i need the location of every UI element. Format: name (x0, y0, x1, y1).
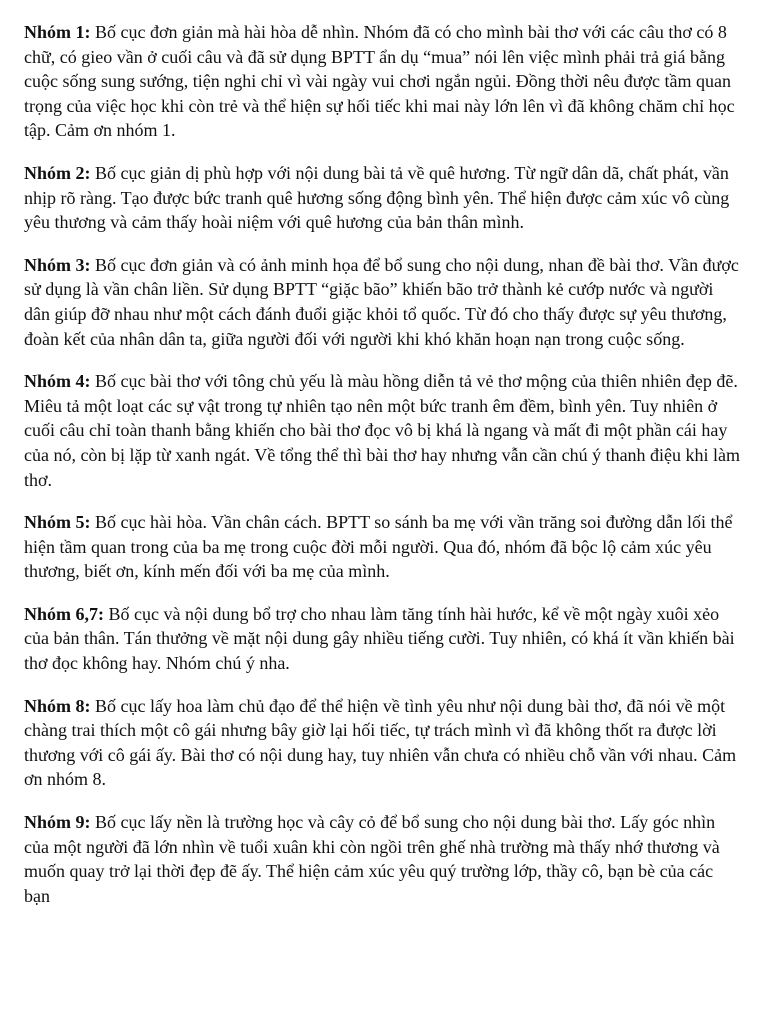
group-feedback-text: Bố cục lấy nền là trường học và cây cỏ để bổ sung cho nội dung bài thơ. Lấy góc nhìn của một người đã lớn nhìn về tuổi xuân khi còn ngồi trên ghế nhà trường mà thấy nhớ thương và muốn quay trở lại thời đẹp đẽ ấy. Thể hiện cảm xúc yêu quý trường lớp, thầy cô, bạn bè của các bạn (24, 812, 720, 906)
feedback-paragraph-group-3 (24, 253, 742, 351)
group-label: Nhóm 2: (24, 162, 91, 183)
group-label: Nhóm 3: (24, 254, 91, 275)
group-label: Nhóm 1: (24, 22, 91, 42)
group-label: Nhóm 6,7: (24, 603, 104, 624)
feedback-paragraph-group-2 (24, 161, 742, 235)
group-feedback-text: Bố cục và nội dung bổ trợ cho nhau làm tăng tính hài hước, kể về một ngày xuôi xẻo của bản thân. Tán thưởng về mặt nội dung gây nhiều tiếng cười. Tuy nhiên, có khá ít vần khiến bài thơ đọc không hay. Nhóm chú ý nha. (24, 603, 735, 674)
feedback-paragraph-group-9 (24, 810, 742, 908)
group-feedback-text: Bố cục đơn giản mà hài hòa dễ nhìn. Nhóm đã có cho mình bài thơ với các câu thơ có 8 chữ, có gieo vần ở cuối câu và đã sử dụng BPTT ẩn dụ “mua” nói lên việc mình phải trả giá bằng cuộc sống sung sướng, tiện nghi chỉ vì vài ngày vui chơi ngắn ngủi. Đồng thời nêu được tầm quan trọng của việc học khi còn trẻ và thể hiện sự hối tiếc khi mai này lớn lên vì đã không chăm chỉ học tập. Cảm ơn nhóm 1. (24, 22, 735, 141)
group-feedback-text: Bố cục giản dị phù hợp với nội dung bài tả về quê hương. Từ ngữ dân dã, chất phát, vần nhịp rõ ràng. Tạo được bức tranh quê hương sống động bình yên. Thể hiện được cảm xúc vô cùng yêu thương và cảm thấy hoài niệm với quê hương của bản thân mình. (24, 162, 730, 233)
group-feedback-text: Bố cục hài hòa. Vần chân cách. BPTT so sánh ba mẹ với vần trăng soi đường dẫn lối thể hiện tầm quan trong của ba mẹ trong cuộc đời mỗi người. Qua đó, nhóm đã bộc lộ cảm xúc yêu thương, biết ơn, kính mến đối với ba mẹ của mình. (24, 512, 733, 582)
feedback-paragraph-group-5 (24, 510, 742, 584)
group-label: Nhóm 5: (24, 512, 91, 533)
group-label: Nhóm 9: (24, 812, 91, 833)
group-label: Nhóm 4: (24, 371, 91, 392)
group-feedback-text: Bố cục bài thơ với tông chủ yếu là màu hồng diễn tả vẻ thơ mộng của thiên nhiên đẹp đẽ. Miêu tả một loạt các sự vật trong tự nhiên tạo nên một bức tranh êm đềm, bình yên. Tuy nhiên ở cuối câu chỉ toàn thanh bằng khiến cho bài thơ đọc vô bị khá là ngang và mất đi một phần cái hay của nó, còn bị lặp từ xanh ngát. Về tổng thể thì bài thơ hay nhưng vẫn cần chú ý thanh điệu khi làm thơ. (24, 371, 741, 490)
group-feedback-text: Bố cục đơn giản và có ảnh minh họa để bổ sung cho nội dung, nhan đề bài thơ. Vần được sử dụng là vần chân liền. Sử dụng BPTT “giặc bão” khiến bão trở thành kẻ cướp nước và người dân giúp đỡ nhau như một cách đánh đuổi giặc khỏi tổ quốc. Từ đó cho thấy được sự yêu thương, đoàn kết của nhân dân ta, giữa người đối với người khi khó khăn hoạn nạn trong cuộc sống. (24, 254, 739, 349)
group-feedback-text: Bố cục lấy hoa làm chủ đạo để thể hiện về tình yêu như nội dung bài thơ, đã nói về một chàng trai thích một cô gái nhưng bây giờ lại hối tiếc, tự trách mình vì đã không thốt ra được lời thương với cô gái ấy. Bài thơ có nội dung hay, tuy nhiên vẫn chưa có nhiều chỗ vần với nhau. Cảm ơn nhóm 8. (24, 695, 737, 790)
feedback-paragraph-group-4 (24, 369, 742, 492)
feedback-paragraph-group-1 (24, 20, 742, 143)
group-label: Nhóm 8: (24, 695, 91, 716)
feedback-paragraph-group-8 (24, 694, 742, 792)
feedback-paragraph-group-6-7 (24, 602, 742, 676)
